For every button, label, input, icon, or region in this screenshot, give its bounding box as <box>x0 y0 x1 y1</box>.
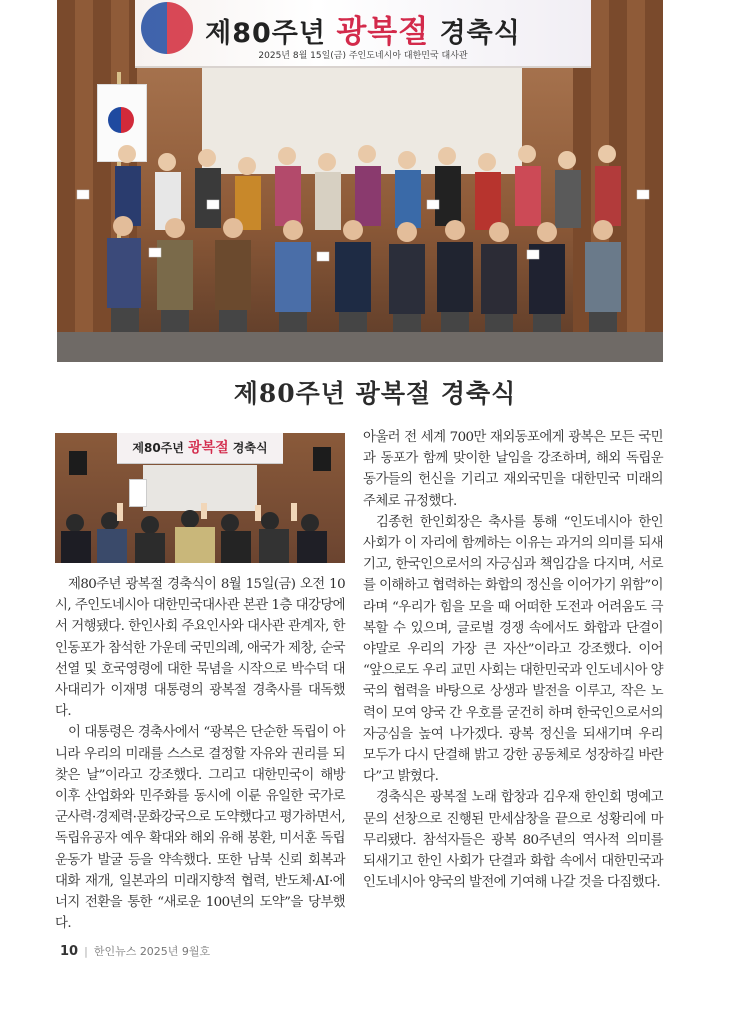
footer-separator: | <box>84 945 88 958</box>
audience-illustration <box>55 503 345 563</box>
ceremony-photo <box>55 433 345 563</box>
publication-name: 한인뉴스 2025년 9월호 <box>93 945 211 958</box>
paragraph: 아울러 전 세계 700만 재외동포에게 광복은 모든 국민과 동포가 함께 맞이한 날임을 강조하며, 해외 독립운동가들의 헌신을 기리고 재외국민을 대한민국 미래의 주체로 규정했다. <box>363 430 663 509</box>
article-body-left <box>55 574 345 934</box>
floor <box>57 332 663 362</box>
speaker-icon <box>69 451 87 475</box>
paragraph: 경축식은 광복절 노래 합창과 김우재 한인회 명예고문의 선창으로 진행된 만세삼창을 끝으로 성황리에 마무리됐다. 참석자들은 광복 80주년의 역사적 의미를 되새기고 한인 사회가 단결과 화합 속에서 대한민국과 인도네시아 양국의 발전에 기여해 나갈 것을 다짐했다. <box>363 790 663 891</box>
banner-title-small: 제80주년 광복절 경축식 <box>132 440 268 456</box>
article-title: 제80주년 광복절 경축식 <box>233 379 517 408</box>
page-footer <box>60 943 210 959</box>
banner-title: 제80주년 광복절 경축식 <box>205 14 521 50</box>
paragraph: 제80주년 광복절 경축식이 8월 15일(금) 오전 10시, 주인도네시아 대한민국대사관 본관 1층 대강당에서 거행됐다. 한인사회 주요인사와 대사관 관계자, 한인동포가 참석한 가운데 국민의례, 애국가 제창, 순국선열 및 호국영령에 대한 묵념을 시작으로 박수덕 대사대리가 이재명 대통령의 광복절 경축사를 대독했다. <box>55 577 345 720</box>
speaker-icon <box>313 447 331 471</box>
paragraph: 김종헌 한인회장은 축사를 통해 “인도네시아 한인 사회가 이 자리에 함께하는 이유는 과거의 의미를 되새기고, 한국인으로서의 자긍심과 책임감을 다지며, 서로를 이해하고 협력하는 화합의 정신을 이어가기 위함”이라며 “우리가 힘을 모을 때 어떠한 도전과 어려움도 극복할 수 있으며, 글로벌 경쟁 속에서도 화합과 단결이야말로 우리의 가장 큰 자산”이라고 강조했다. 이어 “앞으로도 우리 교민 사회는 대한민국과 인도네시아 양국의 협력을 바탕으로 상생과 발전을 이루고, 작은 노력이 모여 양국 간 우호를 굳건히 하며 한국인으로서의 자긍심을 높여 나가겠다. 광복 정신을 되새기며 우리 모두가 다시 단결해 밝고 강한 공동체로 성장하길 바란다”고 밝혔다. <box>363 514 663 785</box>
article-body-right <box>363 427 663 893</box>
paragraph: 이 대통령은 경축사에서 “광복은 단순한 독립이 아니라 우리의 미래를 스스로 결정할 자유와 권리를 되찾은 날”이라고 강조했다. 그리고 대한민국이 해방 이후 산업화와 민주화를 동시에 이룬 유일한 국가로 군사력·경제력·문화강국으로 도약했다고 평가하면서, 독립유공자 예우 확대와 해외 유해 봉환, 미서훈 독립운동가 발굴 등을 약속했다. 또한 남북 신뢰 회복과 대화 재개, 일본과의 미래지향적 협력, 반도체·AI·에너지 전환을 통한 “새로운 100년의 도약”을 당부했다. <box>55 725 345 932</box>
group-photo <box>57 0 663 362</box>
page-number: 10 <box>60 944 79 959</box>
event-banner <box>135 0 591 68</box>
banner-subtitle: 2025년 8월 15일(금) 주인도네시아 대한민국 대사관 <box>258 51 468 61</box>
crowd-illustration <box>57 140 663 362</box>
event-banner-small <box>117 433 283 464</box>
